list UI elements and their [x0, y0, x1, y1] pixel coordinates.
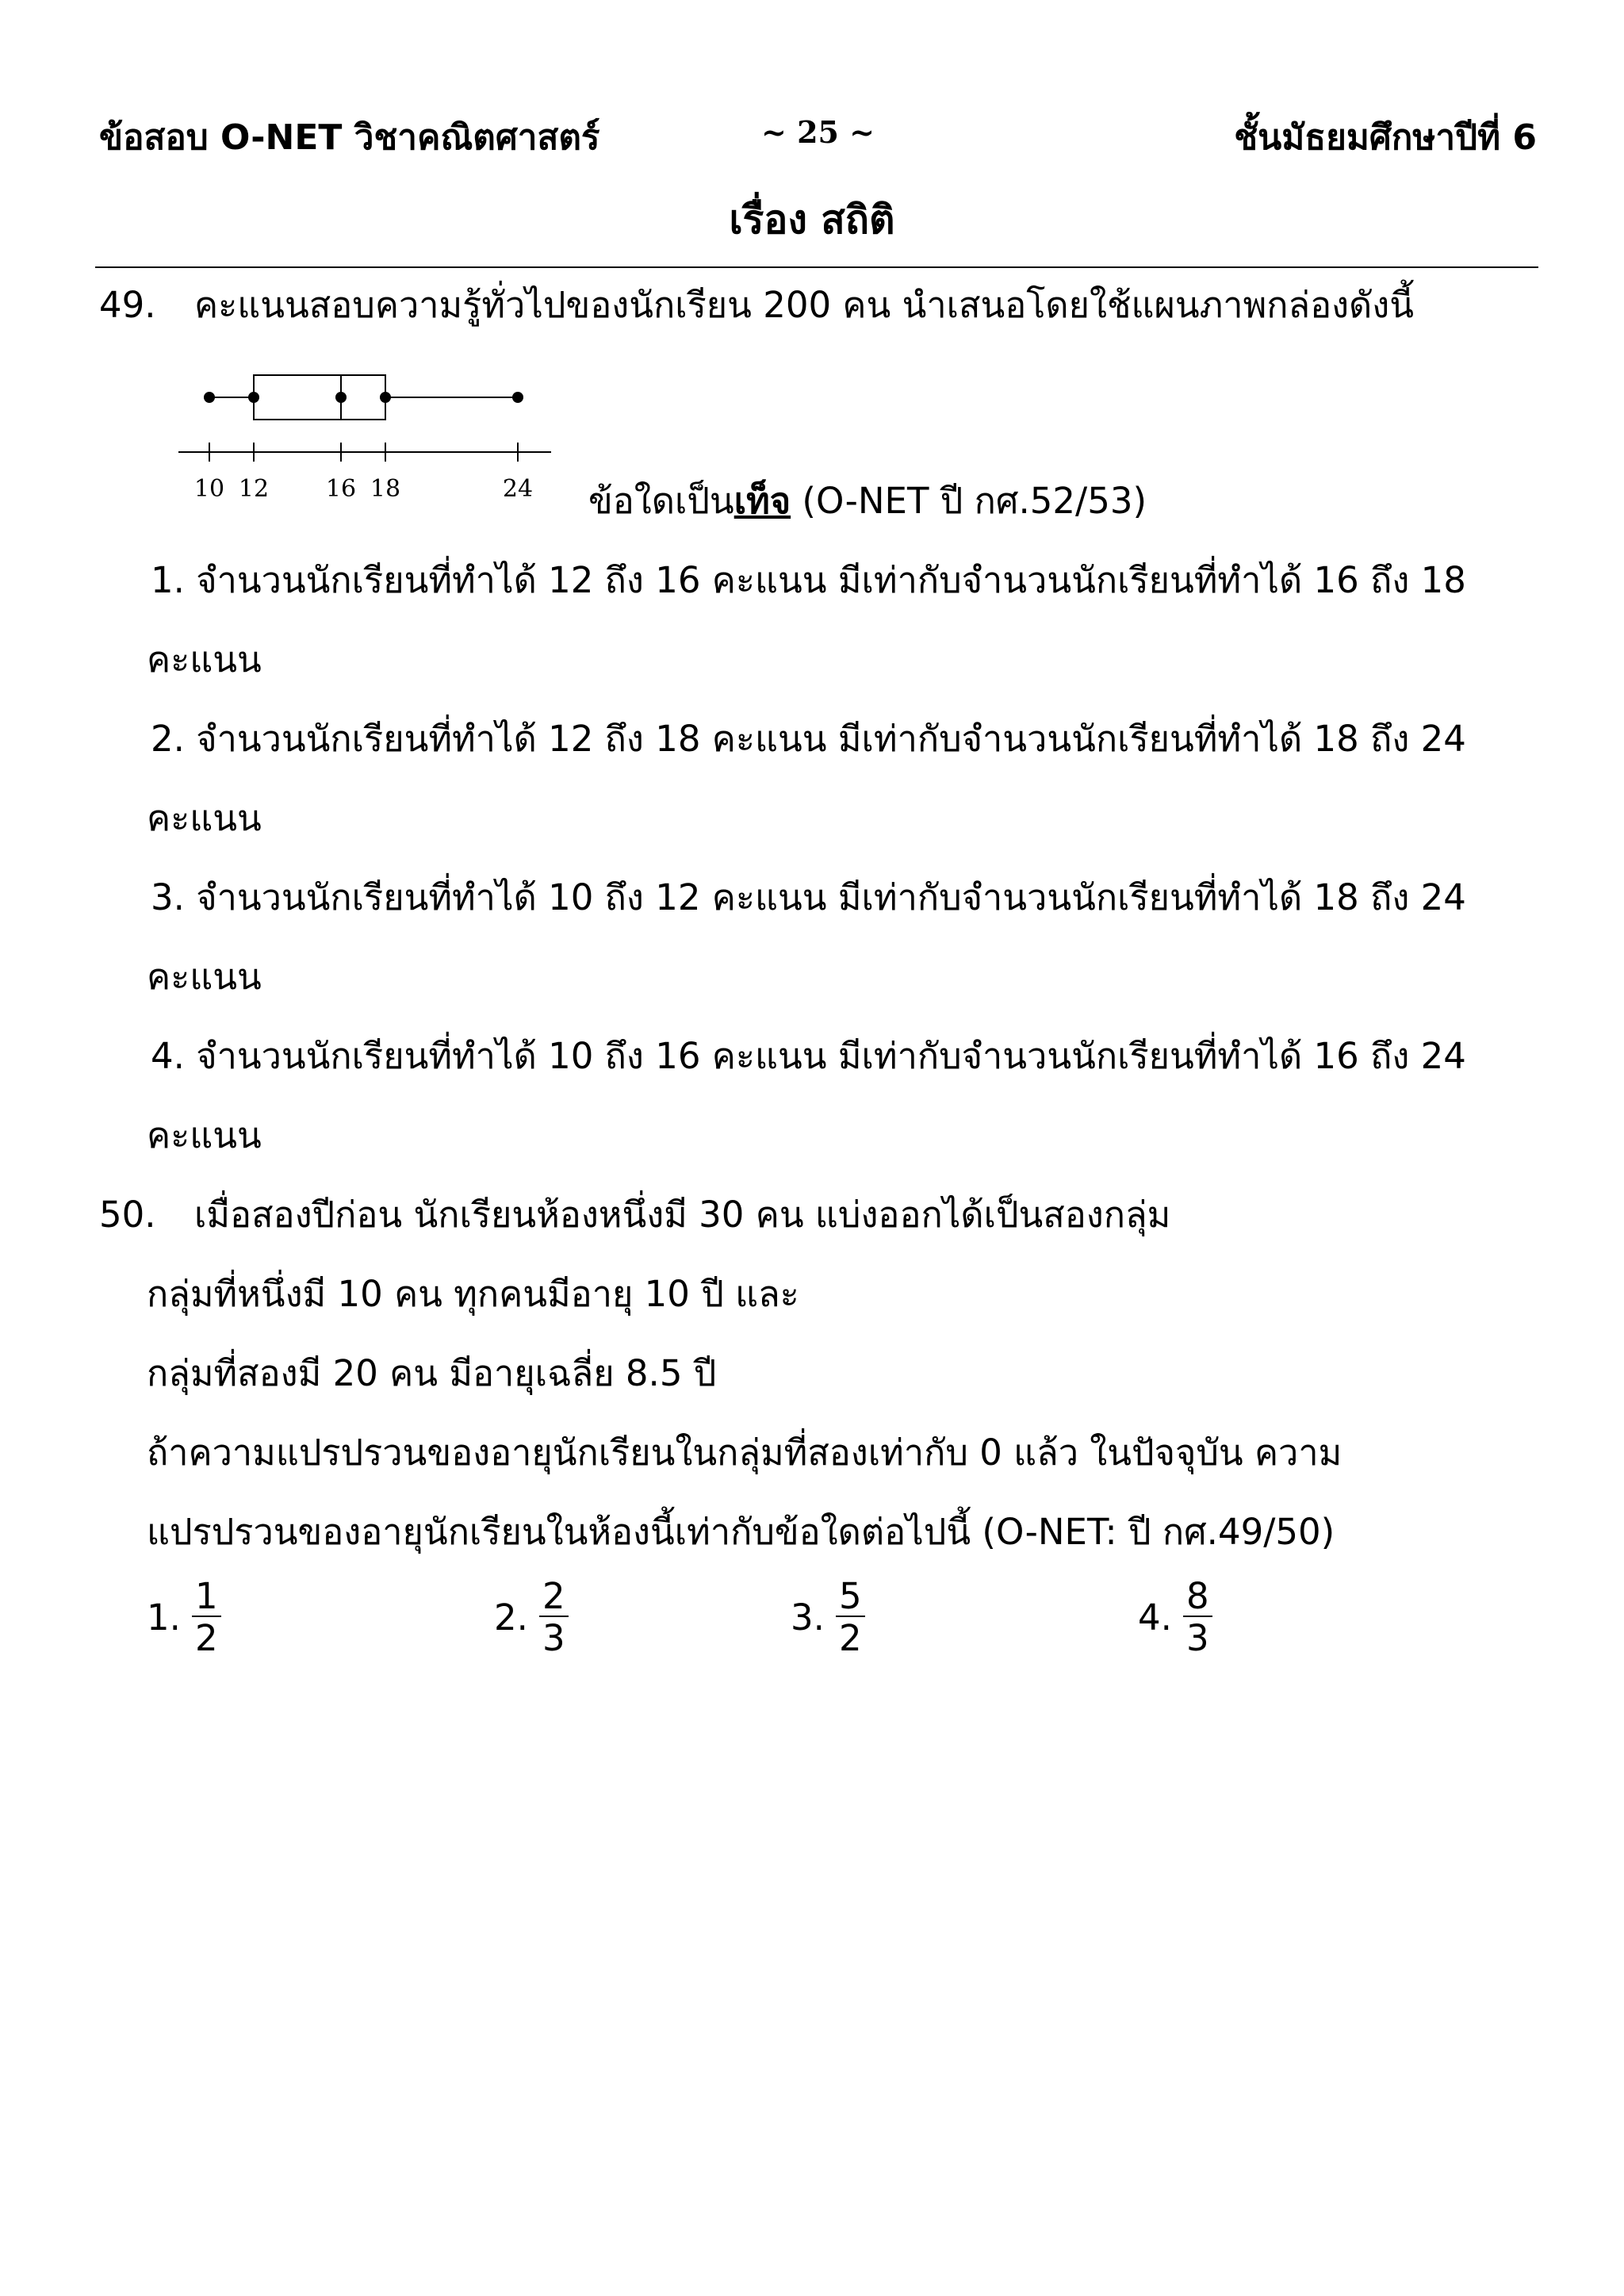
q49-option-2-line1: 2. จำนวนนักเรียนที่ทำได้ 12 ถึง 18 คะแนน มีเท่ากับจำนวนนักเรียนที่ทำได้ 18 ถึง 24 [151, 718, 1466, 760]
page-number: ~ 25 ~ [761, 114, 875, 150]
q50-choice-3 [791, 1575, 865, 1659]
page-title: เรื่อง สถิติ [729, 197, 895, 243]
numerator: 8 [1183, 1578, 1212, 1617]
q49-option-3-line2: คะแนน [147, 956, 262, 998]
question-49-number: 49. [99, 284, 156, 326]
denominator: 3 [542, 1617, 565, 1659]
question-50-line-5: แปรปรวนของอายุนักเรียนในห้องนี้เท่ากับข้อใดต่อไปนี้ (O-NET: ปี กศ.49/50) [147, 1511, 1335, 1553]
question-49-text: คะแนนสอบความรู้ทั่วไปของนักเรียน 200 คน นำเสนอโดยใช้แผนภาพกล่องดังนี้ [194, 284, 1415, 326]
point-min [204, 392, 215, 403]
tick-label-10: 10 [193, 475, 225, 503]
point-q1 [248, 392, 259, 403]
choice-number: 1. [147, 1596, 181, 1639]
tick-label-18: 18 [370, 475, 401, 503]
question-50-line-4: ถ้าความแปรปรวนของอายุนักเรียนในกลุ่มที่สองเท่ากับ 0 แล้ว ในปัจจุบัน ความ [147, 1432, 1342, 1474]
numerator: 2 [539, 1578, 569, 1617]
point-median [335, 392, 347, 403]
q49-option-4-line1: 4. จำนวนนักเรียนที่ทำได้ 10 ถึง 16 คะแนน มีเท่ากับจำนวนนักเรียนที่ทำได้ 16 ถึง 24 [151, 1035, 1466, 1077]
question-50-line-2: กลุ่มที่หนึ่งมี 10 คน ทุกคนมีอายุ 10 ปี และ [147, 1273, 799, 1315]
prompt-source: (O-NET ปี กศ.52/53) [791, 480, 1147, 522]
tick-label-16: 16 [325, 475, 357, 503]
q49-option-4-line2: คะแนน [147, 1114, 262, 1156]
q50-choice-2 [494, 1575, 569, 1659]
box-q1-q3 [254, 375, 385, 420]
numerator: 1 [192, 1578, 221, 1617]
tick-label-24: 24 [502, 475, 534, 503]
box-plot [159, 355, 571, 514]
q49-option-3-line1: 3. จำนวนนักเรียนที่ทำได้ 10 ถึง 12 คะแนน มีเท่ากับจำนวนนักเรียนที่ทำได้ 18 ถึง 24 [151, 876, 1466, 918]
q50-choices [147, 1575, 1495, 1673]
question-50-number: 50. [99, 1194, 156, 1236]
point-q3 [380, 392, 391, 403]
prompt-false-emphasis: เท็จ [733, 480, 791, 522]
question-49-prompt [588, 480, 1147, 523]
q49-option-1-line2: คะแนน [147, 638, 262, 680]
choice-number: 4. [1138, 1596, 1172, 1639]
denominator: 3 [1185, 1617, 1209, 1659]
point-max [512, 392, 523, 403]
header-subject: ข้อสอบ O-NET วิชาคณิตศาสตร์ [99, 117, 600, 158]
question-50-line-3: กลุ่มที่สองมี 20 คน มีอายุเฉลี่ย 8.5 ปี [147, 1352, 717, 1394]
fraction [836, 1575, 865, 1659]
question-50-line-1: เมื่อสองปีก่อน นักเรียนห้องหนึ่งมี 30 คน แบ่งออกได้เป็นสองกลุ่ม [194, 1194, 1171, 1236]
tick-label-12: 12 [238, 475, 270, 503]
header-divider [95, 266, 1538, 268]
fraction [192, 1575, 221, 1659]
fraction [1183, 1575, 1212, 1659]
q50-choice-4 [1138, 1575, 1212, 1659]
denominator: 2 [838, 1617, 862, 1659]
prompt-pre: ข้อใดเป็น [588, 480, 734, 522]
q50-choice-1 [147, 1575, 221, 1659]
numerator: 5 [836, 1578, 865, 1617]
denominator: 2 [194, 1617, 218, 1659]
choice-number: 2. [494, 1596, 528, 1639]
q49-option-1-line1: 1. จำนวนนักเรียนที่ทำได้ 12 ถึง 16 คะแนน มีเท่ากับจำนวนนักเรียนที่ทำได้ 16 ถึง 18 [151, 559, 1466, 601]
q49-option-2-line2: คะแนน [147, 797, 262, 839]
choice-number: 3. [791, 1596, 825, 1639]
header-grade: ชั้นมัธยมศึกษาปีที่ 6 [1234, 117, 1537, 158]
fraction [539, 1575, 569, 1659]
